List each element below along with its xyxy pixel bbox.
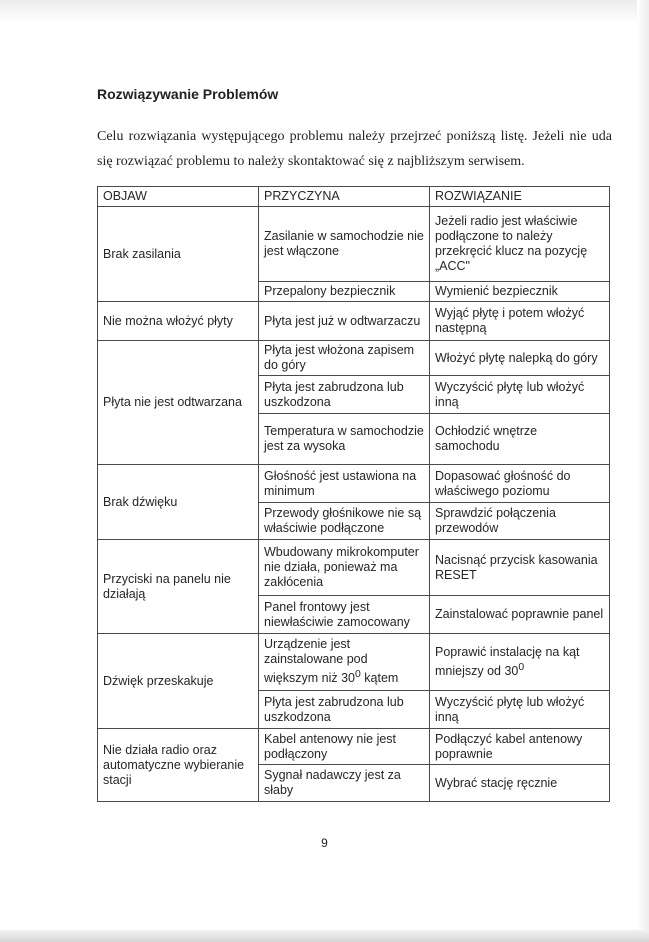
solution-cell: Dopasować głośność do właściwego poziomu [430,465,610,503]
table-row [98,465,610,503]
degree-superscript: 0 [355,669,361,681]
symptom-cell: Dźwięk przeskakuje [98,634,259,729]
cause-cell: Przepalony bezpiecznik [259,282,430,302]
solution-cell: Zainstalować poprawnie panel [430,596,610,634]
solution-cell: Nacisnąć przycisk kasowania RESET [430,540,610,596]
page-heading: Rozwiązywanie Problemów [97,86,279,102]
cause-cell: Płyta jest zabrudzona lub uszkodzona [259,376,430,414]
cause-cell: Płyta jest już w odtwarzaczu [259,302,430,341]
cause-cell: Kabel antenowy nie jest podłączony [259,729,430,765]
solution-cell: Ochłodzić wnętrze samochodu [430,414,610,465]
page-bottom-edge [0,930,649,942]
symptom-cell: Nie można włożyć płyty [98,302,259,341]
cause-cell: Przewody głośnikowe nie są właściwie podłączone [259,503,430,540]
solution-cell: Sprawdzić połączenia przewodów [430,503,610,540]
cause-cell: Zasilanie w samochodzie nie jest włączone [259,207,430,282]
table-row [98,634,610,691]
solution-cell: Wybrać stację ręcznie [430,765,610,802]
symptom-cell: Przyciski na panelu nie działają [98,540,259,634]
solution-cell [430,634,610,691]
table-row [98,302,610,341]
cause-text-end: kątem [360,671,399,686]
troubleshooting-table [97,186,610,802]
solution-cell: Wyczyścić płytę lub włożyć inną [430,691,610,729]
table-header-row [98,187,610,207]
table-row [98,341,610,376]
table-row [98,540,610,596]
cause-cell [259,634,430,691]
page-number: 9 [321,836,328,850]
cause-cell: Temperatura w samochodzie jest za wysoka [259,414,430,465]
solution-cell: Jeżeli radio jest właściwie podłączone to należy przekręcić klucz na pozycję „ACC" [430,207,610,282]
cause-cell: Wbudowany mikrokomputer nie działa, ponieważ ma zakłócenia [259,540,430,596]
solution-cell: Włożyć płytę nalepką do góry [430,341,610,376]
cause-text: Urządzenie jest zainstalowane pod większym niż 30 [264,637,368,686]
cause-cell: Głośność jest ustawiona na minimum [259,465,430,503]
solution-cell: Podłączyć kabel antenowy poprawnie [430,729,610,765]
table-row [98,729,610,765]
intro-paragraph: Celu rozwiązania występującego problemu należy przejrzeć poniższą listę. Jeżeli nie uda się rozwiązać problemu to należy skontaktować się z najbliższym serwisem. [97,129,612,169]
header-solution: ROZWIĄZANIE [430,187,610,207]
symptom-cell: Brak zasilania [98,207,259,302]
cause-cell: Panel frontowy jest niewłaściwie zamocowany [259,596,430,634]
cause-cell: Płyta jest włożona zapisem do góry [259,341,430,376]
solution-text: Poprawić instalację na kąt mniejszy od 30 [435,644,580,679]
table-row [98,207,610,282]
symptom-cell: Brak dźwięku [98,465,259,540]
degree-superscript: 0 [518,661,525,673]
page-right-shadow [637,0,649,942]
cause-cell: Płyta jest zabrudzona lub uszkodzona [259,691,430,729]
header-cause: PRZYCZYNA [259,187,430,207]
cause-cell: Sygnał nadawczy jest za słaby [259,765,430,802]
solution-cell: Wymienić bezpiecznik [430,282,610,302]
solution-cell: Wyczyścić płytę lub włożyć inną [430,376,610,414]
symptom-cell: Płyta nie jest odtwarzana [98,341,259,465]
header-symptom: OBJAW [98,187,259,207]
page-top-shadow [0,0,649,22]
solution-cell: Wyjąć płytę i potem włożyć następną [430,302,610,341]
symptom-cell: Nie działa radio oraz automatyczne wybieranie stacji [98,729,259,802]
